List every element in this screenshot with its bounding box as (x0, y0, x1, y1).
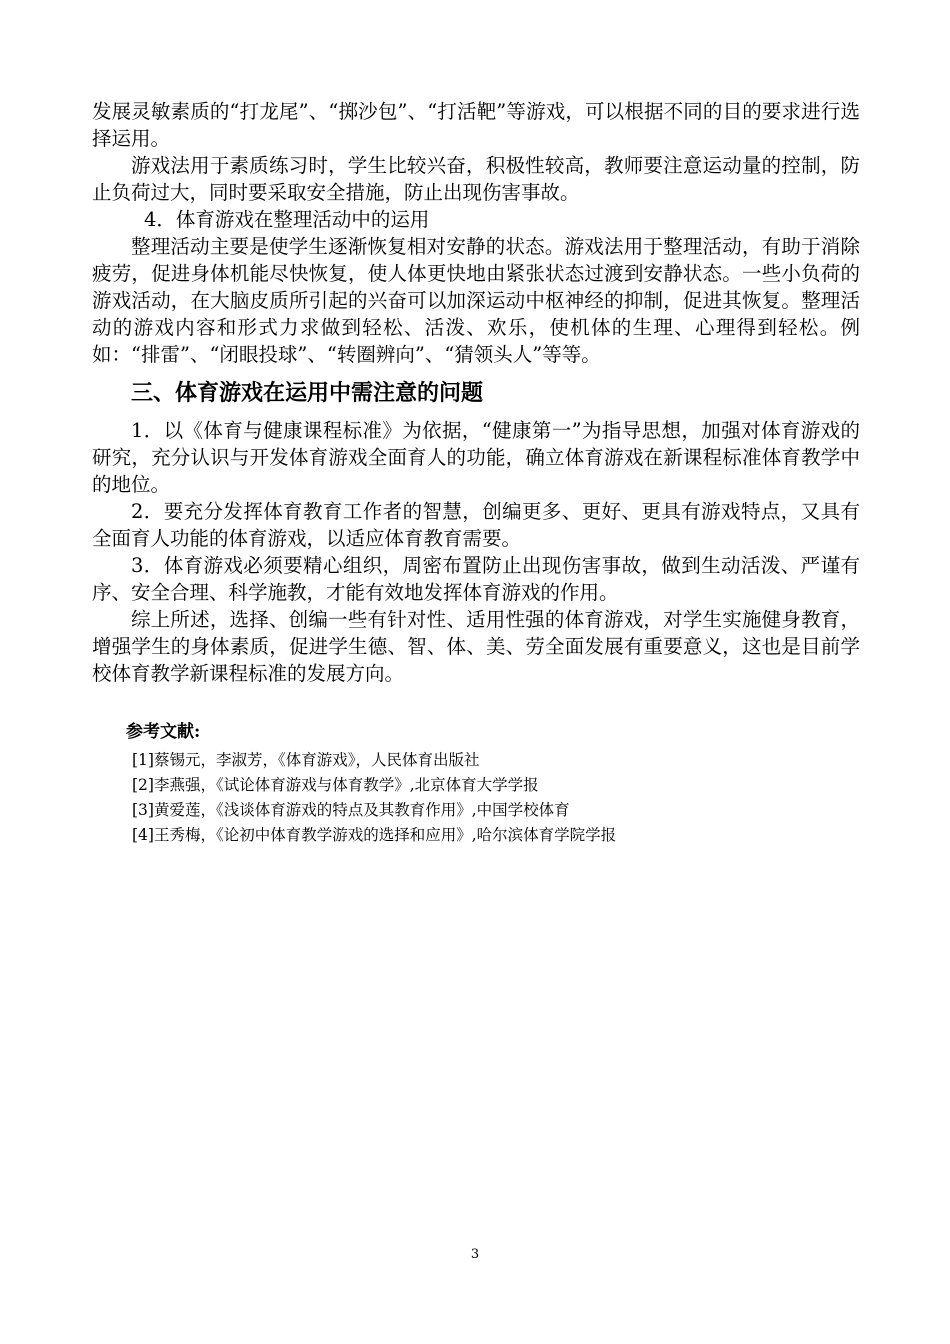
paragraph-cooldown: 整理活动主要是使学生逐渐恢复相对安静的状态。游戏法用于整理活动，有助于消除疲劳，促进身体机能尽快恢复，使人体更快地由紧张状态过渡到安静状态。一些小负荷的游戏活动，在大脑皮质所引起的兴奋可以加深运动中枢神经的抑制，促进其恢复。整理活动的游戏内容和形式力求做到轻松、活泼、欢乐，使机体的生理、心理得到轻松。例如：“排雷”、“闭眼投球”、“转圈辨向”、“猜领头人”等等。 (92, 235, 860, 366)
reference-item-3: [3]黄爱莲，《浅谈体育游戏的特点及其教育作用》,中国学校体育 (132, 801, 570, 819)
paragraph-quality-training: 游戏法用于素质练习时，学生比较兴奋，积极性较高，教师要注意运动量的控制，防止负荷过大，同时要采取安全措施，防止出现伤害事故。 (92, 154, 860, 204)
point-3: 3．体育游戏必须要精心组织，周密布置防止出现伤害事故，做到生动活泼、严谨有序、安全合理、科学施教，才能有效地发挥体育游戏的作用。 (92, 554, 860, 604)
page-number: 3 (470, 1247, 480, 1262)
references-section (126, 718, 846, 848)
subheading-cooldown: 4．体育游戏在整理活动中的运用 (144, 208, 430, 231)
references-list (126, 748, 846, 848)
reference-item-2: [2]李燕强，《试论体育游戏与体育教学》,北京体育大学学报 (132, 776, 539, 794)
point-2: 2．要充分发挥体育教育工作者的智慧，创编更多、更好、更具有游戏特点，又具有全面育人功能的体育游戏，以适应体育教育需要。 (92, 500, 860, 550)
reference-item-4: [4]王秀梅，《论初中体育教学游戏的选择和应用》,哈尔滨体育学院学报 (132, 826, 617, 844)
document-body (92, 98, 860, 687)
section-heading: 三、体育游戏在运用中需注意的问题 (131, 381, 484, 406)
paragraph-continued: 发展灵敏素质的“打龙尾”、“掷沙包”、“打活靶”等游戏，可以根据不同的目的要求进行选择运用。 (92, 100, 860, 150)
references-title: 参考文献: (126, 722, 201, 742)
paragraph-conclusion: 综上所述，选择、创编一些有针对性、适用性强的体育游戏，对学生实施健身教育，增强学生的身体素质，促进学生德、智、体、美、劳全面发展有重要意义，这也是目前学校体育教学新课程标准的发展方向。 (92, 608, 860, 685)
point-1: 1．以《体育与健康课程标准》为依据，“健康第一”为指导思想，加强对体育游戏的研究，充分认识与开发体育游戏全面育人的功能，确立体育游戏在新课程标准体育教学中的地位。 (92, 419, 860, 496)
reference-item-1: [1]蔡锡元，李淑芳，《体育游戏》，人民体育出版社 (132, 751, 480, 769)
